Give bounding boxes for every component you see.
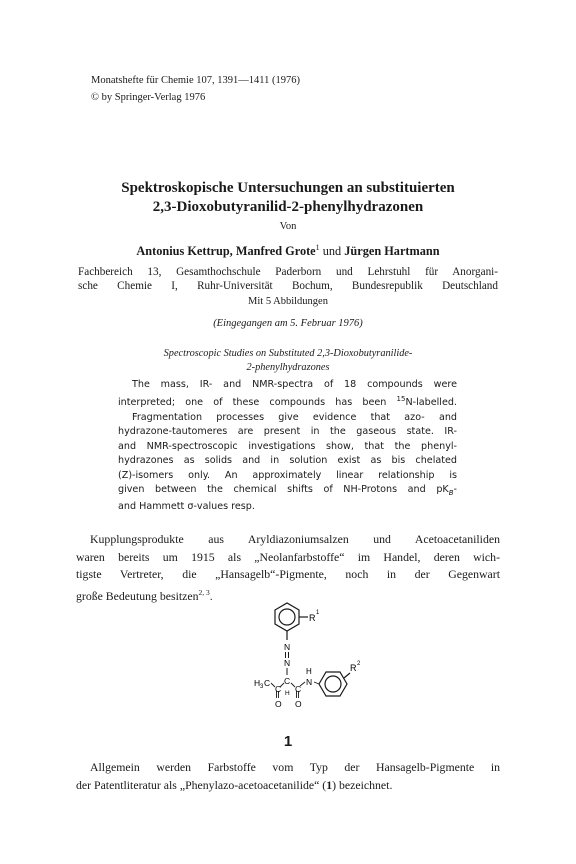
abstract-text: N-labelled. — [405, 397, 457, 409]
reference-superscript: 2, 3 — [198, 587, 210, 597]
oxygen-1: O — [275, 699, 282, 709]
compound-number: 1 — [283, 733, 293, 750]
r1-superscript: 1 — [316, 610, 320, 616]
abstract-line: (Z)-isomers only. An approximately linear relationship is — [118, 469, 457, 481]
article-title — [60, 179, 516, 217]
abstract-line: Fragmentation processes give evidence that azo- and — [132, 412, 457, 423]
abstract-text: - — [453, 484, 457, 496]
compound-ref: 1 — [326, 777, 333, 792]
body-text: der Patentliteratur als „Phenylazo-acetoacetanilide“ ( — [76, 777, 327, 792]
abstract-line: and Hammett σ-values resp. — [118, 501, 255, 513]
pk-subscript: B — [448, 488, 454, 497]
amide-n: N — [306, 677, 313, 687]
carbonyl-c1: C — [275, 684, 282, 694]
abstract-text: given between the chemical shifts of NH-Protons and pK — [118, 484, 449, 496]
isotope-superscript: 15 — [396, 395, 406, 404]
journal-header — [91, 72, 300, 106]
english-title-line-1: Spectroscopic Studies on Substituted 2,3-Dioxobutyranilide- — [163, 348, 413, 359]
oxygen-2: O — [295, 699, 302, 709]
methyl-c: C — [264, 678, 271, 688]
body-text: große Bedeutung besitzen — [76, 588, 199, 603]
azo-n1: N — [284, 642, 291, 652]
r2-label: R — [350, 663, 357, 673]
paragraph-2 — [76, 759, 500, 794]
author-and: und — [322, 244, 342, 259]
body-text: ) bezeichnet. — [332, 777, 393, 792]
author-grote: Manfred Grote — [235, 244, 316, 259]
top-phenyl-ring — [275, 603, 308, 640]
journal-citation: Monatshefte für Chemie 107, 1391—1411 (1976) — [91, 75, 300, 86]
abstract-line — [118, 483, 457, 500]
body-line — [76, 777, 500, 795]
author-list — [60, 243, 516, 259]
title-line-2: 2,3-Dioxobutyranilid-2-phenylhydrazonen — [152, 199, 424, 215]
received-date: (Eingegangen am 5. Februar 1976) — [213, 318, 363, 329]
figures-note: Mit 5 Abbildungen — [248, 296, 328, 307]
journal-copyright: © by Springer-Verlag 1976 — [91, 92, 206, 103]
r2-superscript: 2 — [357, 661, 361, 667]
title-line-1: Spektroskopische Untersuchungen an substituierten — [121, 180, 455, 196]
english-title-line-2: 2-phenylhydrazones — [246, 362, 330, 373]
body-line: Allgemein werden Farbstoffe vom Typ der Hansagelb-Pigmente in — [90, 760, 500, 774]
methyl-subscript: 3 — [260, 684, 264, 690]
abstract-line: hydrazones as solids and in solution exist as bis chelated — [118, 455, 457, 467]
methyl-h: H — [254, 678, 261, 688]
affiliation-line-2: sche Chemie I, Ruhr-Universität Bochum, Bundesrepublik Deutschland — [78, 280, 498, 292]
abstract-text: interpreted; one of these compounds has been — [118, 397, 397, 409]
abstract-line: and NMR-spectroscopic investigations show, that the phenyl- — [118, 440, 457, 452]
amide-h: H — [306, 667, 312, 676]
chemical-structure — [220, 598, 370, 718]
r1-label: R — [309, 613, 316, 623]
body-line: Kupplungsprodukte aus Aryldiazoniumsalzen und Acetoacetaniliden — [90, 532, 500, 546]
author-kettrup: Antonius Kettrup, — [136, 244, 233, 259]
abstract-line — [118, 392, 457, 411]
body-line: tigste Vertreter, die „Hansagelb“-Pigmente, noch in der Gegenwart — [76, 567, 500, 581]
anilide-phenyl-ring — [319, 672, 350, 696]
azo-n2: N — [284, 658, 291, 668]
author-hartmann: Jürgen Hartmann — [344, 244, 440, 259]
central-h: H — [285, 690, 290, 697]
von-label: Von — [279, 221, 297, 232]
body-line: waren bereits um 1915 als „Neolanfarbstoffe“ im Handel, deren wich- — [76, 549, 500, 564]
central-c: C — [284, 676, 291, 686]
body-text: . — [209, 588, 213, 603]
affiliation — [78, 265, 498, 293]
abstract — [118, 378, 457, 515]
abstract-line: hydrazone-tautomeres are present in the gaseous state. IR- — [118, 426, 457, 438]
abstract-line: The mass, IR- and NMR-spectra of 18 compounds were — [132, 379, 457, 390]
affiliation-line-1: Fachbereich 13, Gesamthochschule Paderborn und Lehrstuhl für Anorgani- — [78, 266, 498, 278]
paragraph-1 — [76, 531, 500, 605]
english-title — [60, 347, 516, 375]
author-footnote-ref: 1 — [315, 243, 320, 252]
carbonyl-c2: C — [295, 684, 302, 694]
